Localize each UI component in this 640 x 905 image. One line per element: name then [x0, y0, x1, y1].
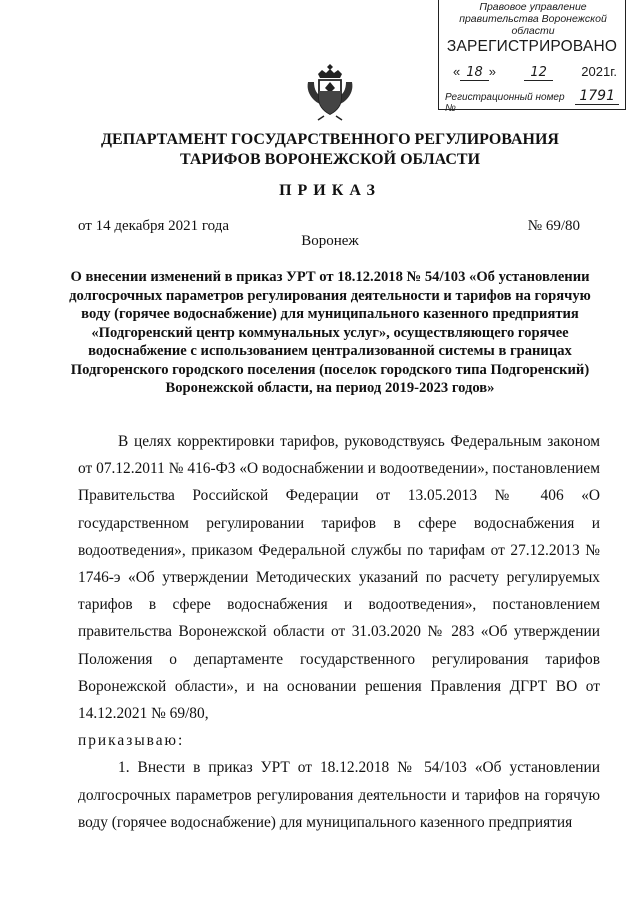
order-date: от 14 декабря 2021 года: [78, 218, 230, 234]
stamp-organization: Правовое управление правительства Воронежской области: [459, 1, 607, 37]
stamp-reg-number: 1791: [575, 88, 619, 105]
stamp-registration: [445, 88, 619, 114]
stamp-date: « 18 » 12 2021г.: [453, 64, 617, 80]
stamp-day: 18: [460, 65, 489, 81]
order-title: ПРИКАЗ: [279, 182, 381, 199]
department-name: ДЕПАРТАМЕНТ ГОСУДАРСТВЕННОГО РЕГУЛИРОВАНИЯ ТАРИФОВ ВОРОНЕЖСКОЙ ОБЛАСТИ: [101, 131, 559, 168]
stamp-year: 2021: [581, 64, 611, 79]
stamp-status: ЗАРЕГИСТРИРОВАНО: [446, 38, 618, 55]
stamp-year-suffix: г.: [610, 64, 617, 79]
order-verb: приказываю:: [78, 732, 185, 750]
preamble-paragraph: В целях корректировки тарифов, руководствуясь Федеральным законом от 07.12.2011 № 416-ФЗ «О водоснабжении и водоотведении», постановлением Правительства Российской Федерации от 13.05.2013 № 406 «О государственном регулировании тарифов в сфере водоснабжения и водоотведения», приказом Федеральной службы по тарифам от 27.12.2013 № 1746-э «Об утверждении Методических указаний по расчету регулируемых тарифов в сфере водоснабжения и водоотведения», постановлением правительства Воронежской области от 31.03.2020 № 283 «Об утверждении Положения о департаменте государственного регулирования тарифов Воронежской области», и на основании решения Правления ДГРТ ВО от 14.12.2021 № 69/80,: [78, 433, 600, 723]
order-body: [78, 428, 600, 836]
stamp-month: 12: [524, 65, 553, 81]
registration-stamp: [438, 0, 626, 114]
order-subject: О внесении изменений в приказ УРТ от 18.12.2018 № 54/103 «Об установлении долгосрочных параметров регулирования деятельности и тарифов на горячую воду (горячее водоснабжение) для муниципального казенного предприятия «Подгоренский центр коммунальных услуг», осуществляющего горячее водоснабжение с использованием централизованной системы в границах Подгоренского городского поселения (поселок городского типа Подгоренский) Воронежской области, на период 2019-2023 годов»: [69, 269, 591, 396]
voronezh-coat-of-arms-icon: [304, 60, 356, 122]
order-number: № 69/80: [527, 218, 580, 234]
item-1-paragraph: 1. Внести в приказ УРТ от 18.12.2018 № 54/103 «Об установлении долгосрочных параметров регулирования деятельности и тарифов на горячую воду (горячее водоснабжение) для муниципального казенного предприятия: [78, 759, 600, 831]
stamp-reg-label: Регистрационный номер №: [445, 92, 565, 114]
order-city: Воронеж: [301, 233, 359, 249]
